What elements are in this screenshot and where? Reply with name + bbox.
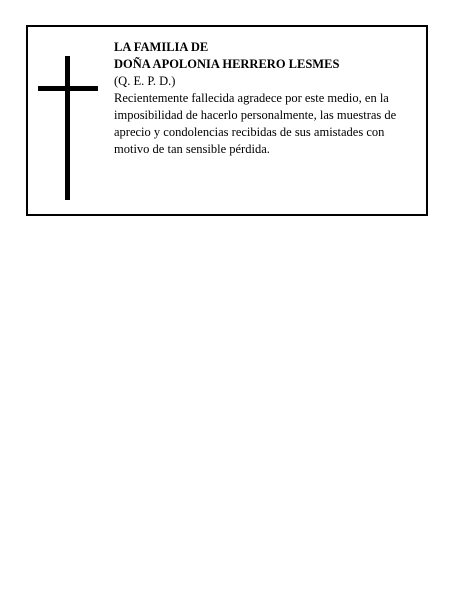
heading-family: LA FAMILIA DE <box>114 40 209 54</box>
notice-body: Recientemente fallecida agradece por este medio, en la imposibilidad de hacerlo personalmente, las muestras de aprecio y condolencias recibidas de sus amistades con motivo de tan sensible pérdida. <box>114 91 397 156</box>
heading-name: DOÑA APOLONIA HERRERO LESMES <box>114 57 340 71</box>
rip-line: (Q. E. P. D.) <box>114 74 176 88</box>
cross-vertical-bar <box>65 56 70 200</box>
cross-icon <box>38 56 98 200</box>
notice-text <box>114 39 420 158</box>
obituary-notice <box>26 25 428 216</box>
cross-horizontal-bar <box>38 86 98 91</box>
